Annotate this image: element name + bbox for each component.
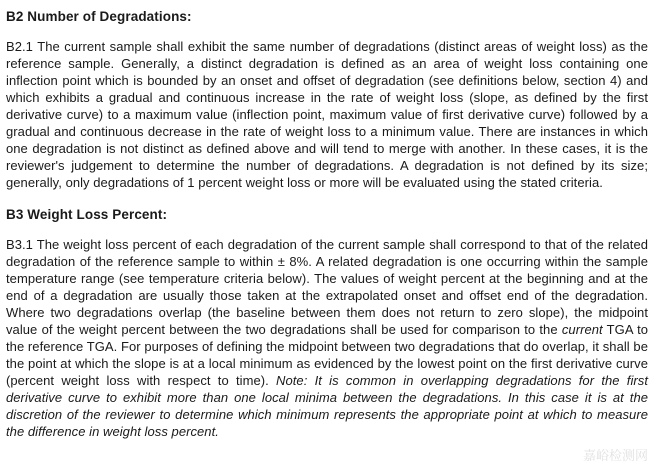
section-b3-text-part1: B3.1 The weight loss percent of each degradation of the current sample shall correspond to that of the related degradation of the reference sample to within ± 8%. A related degradation is one occurring within the sample temperature range (see temperature criteria below). The values of weight percent at the beginning and at the end of a degradation are usually those taken at the extrapolated onset and offset end of the degradation. Where two degradations overlap (the baseline between them does not return to zero slope), the midpoint value of the weight percent between the two degradations shall be used for comparison to the: [6, 237, 648, 337]
watermark: 嘉峪检测网: [582, 449, 648, 464]
document-page: [6, 6, 648, 440]
section-b3-heading: B3 Weight Loss Percent:: [6, 207, 168, 222]
section-b2-paragraph: B2.1 The current sample shall exhibit the same number of degradations (distinct areas of weight loss) as the reference sample. Generally, a distinct degradation is defined as an area of weight loss containing one inflection point which is bounded by an onset and offset of degradation (see definitions below, section 4) and which exhibits a gradual and continuous increase in the rate of weight loss (slope, as defined by the first derivative curve) to a maximum value (inflection point, maximum value of first derivative curve) followed by a gradual and continuous decrease in the rate of weight loss to a minimum value. There are instances in which one degradation is not distinct as defined above and will tend to merge with another. In these cases, it is the reviewer's judgement to determine the number of degradations. A degradation is not defined by its size; generally, only degradations of 1 percent weight loss or more will be evaluated using the stated criteria.: [6, 39, 648, 190]
section-b3-text-part2: TGA to the reference TGA. For purposes of defining the midpoint between two degradations that do overlap, it shall be the point at which the slope is at a local minimum as evidenced by the lowest point on the first derivative curve (percent weight loss with respect to time).: [6, 322, 649, 388]
section-b2-heading: B2 Number of Degradations:: [6, 9, 192, 24]
section-b3-paragraph: [6, 236, 648, 440]
section-b3-note: Note: It is common in overlapping degradations for the first derivative curve to exhibit more than one local minima between the degradations. In this case it is at the discretion of the reviewer to determine which minimum represents the appropriate point at which to measure the difference in weight loss percent.: [6, 373, 648, 439]
section-b3-current-emphasis: current: [561, 322, 603, 337]
